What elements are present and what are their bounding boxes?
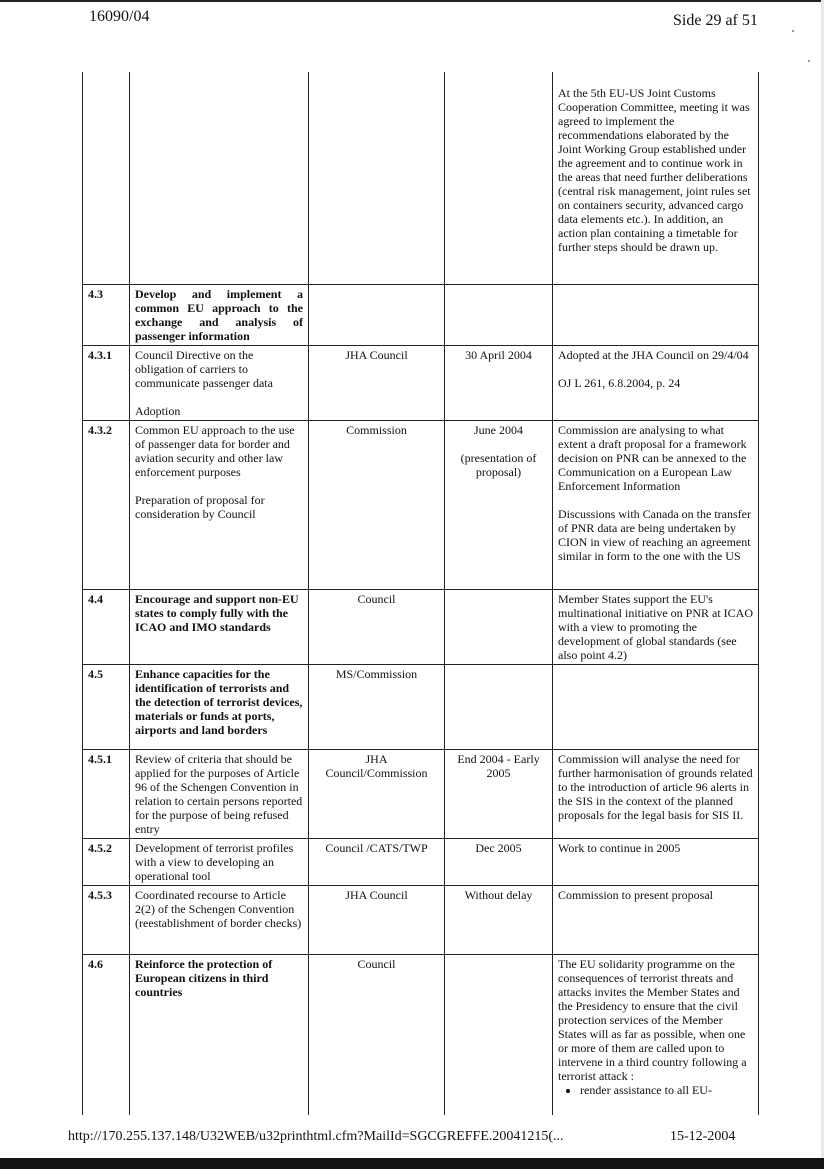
scan-speck	[792, 30, 794, 32]
cell-comments	[553, 346, 759, 421]
cell-measure: Review of criteria that should be applied for the purposes of Article 96 of the Schengen Convention in relation to certain persons reported for the purpose of being refused entry	[130, 750, 309, 839]
cell-number: 4.3.2	[83, 421, 130, 590]
page-bottom-edge	[0, 1158, 824, 1169]
cell-actor: JHA Council/Commission	[309, 750, 445, 839]
scan-speck	[808, 60, 810, 62]
cell-deadline	[445, 72, 553, 285]
footer-date: 15-12-2004	[670, 1129, 736, 1144]
table-row	[83, 421, 759, 590]
measure-text: Common EU approach to the use of passenger data for border and aviation security and other law enforcement purposes	[135, 423, 295, 479]
footer-url: http://170.255.137.148/U32WEB/u32printhtml.cfm?MailId=SGCGREFFE.20041215(...	[68, 1129, 564, 1144]
cell-actor: Council	[309, 955, 445, 1116]
cell-actor: Commission	[309, 421, 445, 590]
table-row	[83, 886, 759, 955]
cell-comments: Commission to present proposal	[553, 886, 759, 955]
measure-text: Council Directive on the obligation of carriers to communicate passenger data	[135, 348, 273, 390]
cell-deadline	[445, 421, 553, 590]
cell-comments: Work to continue in 2005	[553, 839, 759, 886]
cell-deadline: Dec 2005	[445, 839, 553, 886]
cell-measure	[130, 72, 309, 285]
comment-subtext: OJ L 261, 6.8.2004, p. 24	[558, 376, 681, 390]
cell-number	[83, 72, 130, 285]
page-number: Side 29 af 51	[673, 12, 758, 29]
measure-text: Develop and implement a common EU approach to the exchange and analysis of passenger information	[135, 287, 303, 343]
comment-subtext: Discussions with Canada on the transfer of PNR data are being undertaken by CION in view of reaching an agreement similar in form to the one with the US	[558, 507, 751, 563]
cell-actor	[309, 285, 445, 346]
cell-actor: JHA Council	[309, 346, 445, 421]
cell-actor: Council	[309, 590, 445, 665]
document-reference: 16090/04	[89, 8, 150, 25]
cell-comments	[553, 665, 759, 750]
action-plan-table	[82, 72, 759, 1115]
cell-actor: Council /CATS/TWP	[309, 839, 445, 886]
table-row	[83, 346, 759, 421]
cell-actor	[309, 72, 445, 285]
cell-comments	[553, 421, 759, 590]
table-row	[83, 72, 759, 285]
measure-text: Encourage and support non-EU states to comply fully with the ICAO and IMO standards	[135, 592, 299, 634]
measure-subtext: Adoption	[135, 404, 181, 418]
cell-measure	[130, 285, 309, 346]
cell-measure	[130, 665, 309, 750]
bullet-item: • render assistance to all EU-	[580, 1083, 753, 1097]
cell-deadline: End 2004 - Early 2005	[445, 750, 553, 839]
table-row	[83, 590, 759, 665]
measure-text: Reinforce the protection of European citizens in third countries	[135, 957, 273, 999]
deadline-subtext: (presentation of proposal)	[460, 451, 537, 479]
comment-text: At the 5th EU-US Joint Customs Cooperation Committee, meeting it was agreed to implement the recommendations elaborated by the Joint Working Group established under the agreement and to continue work in the areas that need further deliberations (central risk management, joint rules set on containers security, advanced cargo data elements etc.). In addition, an action plan containing a timetable for further steps should be drawn up.	[558, 86, 751, 254]
comment-text: Commission are analysing to what extent a draft proposal for a framework decision on PNR can be annexed to the Communication on a European Law Enforcement Information	[558, 423, 747, 493]
cell-number: 4.5	[83, 665, 130, 750]
cell-comments: Member States support the EU's multinational initiative on PNR at ICAO with a view to promoting the development of global standards (see also point 4.2)	[553, 590, 759, 665]
cell-measure	[130, 346, 309, 421]
cell-measure	[130, 590, 309, 665]
cell-comments	[553, 285, 759, 346]
cell-number: 4.5.3	[83, 886, 130, 955]
table-row	[83, 665, 759, 750]
cell-comments	[553, 955, 759, 1116]
table-row	[83, 750, 759, 839]
cell-number: 4.3	[83, 285, 130, 346]
cell-actor: MS/Commission	[309, 665, 445, 750]
cell-deadline	[445, 285, 553, 346]
table-row	[83, 285, 759, 346]
deadline-text: June 2004	[474, 423, 523, 437]
cell-actor: JHA Council	[309, 886, 445, 955]
cell-deadline	[445, 665, 553, 750]
cell-comments: Commission will analyse the need for further harmonisation of grounds related to the introduction of article 96 alerts in the SIS in the context of the planned proposals for the legal basis for SIS II.	[553, 750, 759, 839]
cell-deadline	[445, 590, 553, 665]
cell-number: 4.5.1	[83, 750, 130, 839]
cell-comments	[553, 72, 759, 285]
cell-deadline: 30 April 2004	[445, 346, 553, 421]
table-row	[83, 955, 759, 1116]
cell-number: 4.5.2	[83, 839, 130, 886]
measure-text: Enhance capacities for the identification of terrorists and the detection of terrorist devices, materials or funds at ports, airports and land borders	[135, 667, 303, 737]
cell-measure	[130, 421, 309, 590]
cell-measure: Development of terrorist profiles with a view to developing an operational tool	[130, 839, 309, 886]
comment-text: The EU solidarity programme on the consequences of terrorist threats and attacks invites the Member States and the Presidency to ensure that the civil protection services of the Member States will as far as possible, when one or more of them are called upon to intervene in a third country following a terrorist attack :	[558, 957, 747, 1083]
comment-text: Adopted at the JHA Council on 29/4/04	[558, 348, 749, 362]
cell-number: 4.6	[83, 955, 130, 1116]
cell-measure: Coordinated recourse to Article 2(2) of the Schengen Convention (reestablishment of border checks)	[130, 886, 309, 955]
table-row	[83, 839, 759, 886]
cell-measure	[130, 955, 309, 1116]
cell-deadline	[445, 955, 553, 1116]
cell-deadline: Without delay	[445, 886, 553, 955]
measure-subtext: Preparation of proposal for consideration by Council	[135, 493, 265, 521]
cell-number: 4.4	[83, 590, 130, 665]
bullet-list	[558, 1083, 753, 1097]
cell-number: 4.3.1	[83, 346, 130, 421]
page-top-edge	[0, 0, 824, 2]
